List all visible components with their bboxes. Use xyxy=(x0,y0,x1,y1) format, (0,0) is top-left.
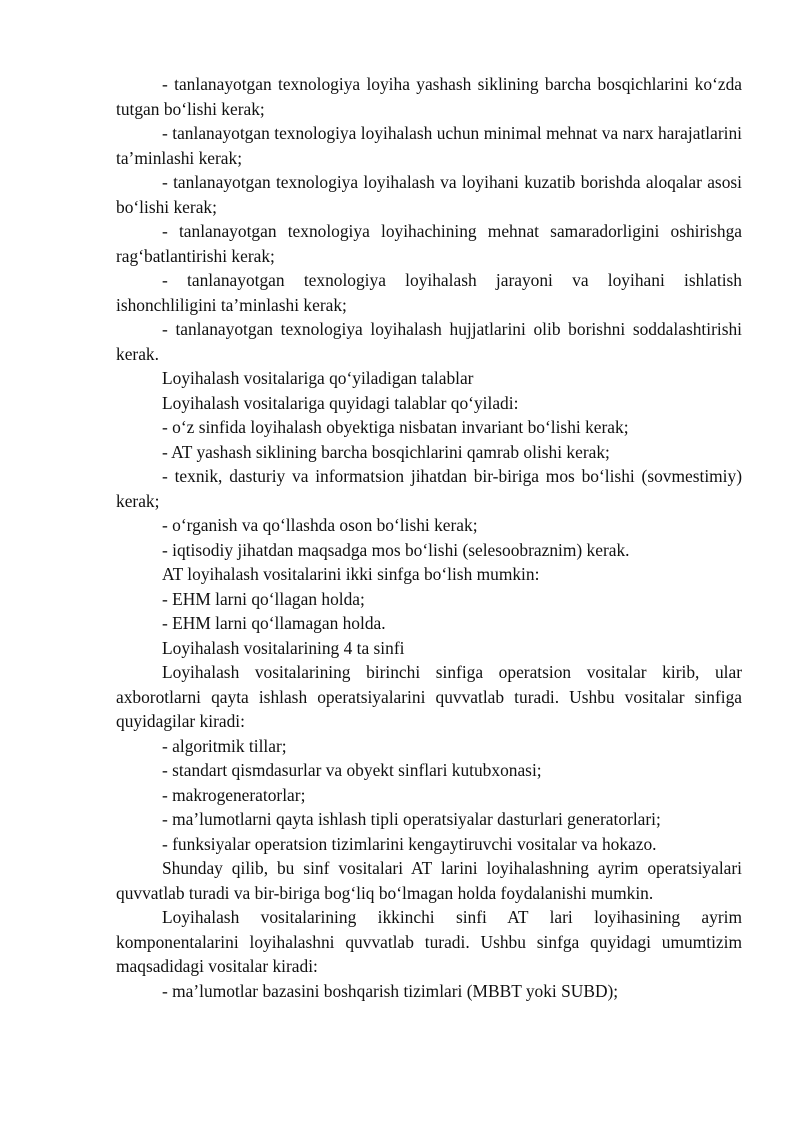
list-item: - EHM larni qo‘llamagan holda. xyxy=(162,613,386,633)
paragraph: - tanlanayotgan texnologiya loyihalash hujjatlarini olib borishni soddalashtirishi kerak. xyxy=(116,319,742,364)
paragraph: - tanlanayotgan texnologiya loyihalash uchun minimal mehnat va narx harajatlarini ta’minlashi kerak; xyxy=(116,123,742,168)
list-item: - standart qismdasurlar va obyekt sinflari kutubxonasi; xyxy=(162,760,542,780)
list-item: - ma’lumotlarni qayta ishlash tipli operatsiyalar dasturlari generatorlari; xyxy=(162,809,661,829)
list-item: - EHM larni qo‘llagan holda; xyxy=(162,588,365,609)
section-heading: Loyihalash vositalarining 4 ta sinfi xyxy=(162,637,405,658)
list-item: - AT yashash siklining barcha bosqichlarini qamrab olishi kerak; xyxy=(162,441,610,462)
paragraph: AT loyihalash vositalarini ikki sinfga bo‘lish mumkin: xyxy=(162,564,540,584)
paragraph: - tanlanayotgan texnologiya loyiha yashash siklining barcha bosqichlarini ko‘zda tutgan bo‘lishi kerak; xyxy=(116,74,742,119)
list-item: - ma’lumotlar bazasini boshqarish tizimlari (MBBT yoki SUBD); xyxy=(162,980,619,1001)
paragraph: - tanlanayotgan texnologiya loyihalash jarayoni va loyihani ishlatish ishonchliligini ta’minlashi kerak; xyxy=(116,270,742,315)
list-item: - algoritmik tillar; xyxy=(162,735,287,756)
paragraph: Loyihalash vositalarining ikkinchi sinfi AT lari loyihasining ayrim komponentalarini loyihalashni quvvatlab turadi. Ushbu sinfga quyidagi umumtizim maqsadidagi vositalar kiradi: xyxy=(116,907,742,976)
list-item: - o‘z sinfida loyihalash obyektiga nisbatan invariant bo‘lishi kerak; xyxy=(162,417,629,437)
list-item: - funksiyalar operatsion tizimlarini kengaytiruvchi vositalar va hokazo. xyxy=(162,833,657,854)
paragraph: Shunday qilib, bu sinf vositalari AT larini loyihalashning ayrim operatsiyalari quvvatlab turadi va bir-biriga bog‘liq bo‘lmagan holda foydalanishi mumkin. xyxy=(116,858,742,903)
list-item: - iqtisodiy jihatdan maqsadga mos bo‘lishi (selesoobraznim) kerak. xyxy=(162,539,630,560)
list-item: - o‘rganish va qo‘llashda oson bo‘lishi kerak; xyxy=(162,515,478,535)
list-item: - texnik, dasturiy va informatsion jihatdan bir-biriga mos bo‘lishi (sovmestimiy) kerak; xyxy=(116,466,742,511)
paragraph: Loyihalash vositalariga quyidagi talablar qo‘yiladi: xyxy=(162,392,519,413)
paragraph: - tanlanayotgan texnologiya loyihachining mehnat samaradorligini oshirishga rag‘batlantirishi kerak; xyxy=(116,221,742,266)
paragraph: - tanlanayotgan texnologiya loyihalash va loyihani kuzatib borishda aloqalar asosi bo‘lishi kerak; xyxy=(116,172,742,217)
paragraph: Loyihalash vositalarining birinchi sinfiga operatsion vositalar kirib, ular axborotlarni qayta ishlash operatsiyalarini quvvatlab turadi. Ushbu vositalar sinfiga quyidagilar kiradi: xyxy=(116,662,742,731)
section-heading: Loyihalash vositalariga qo‘yiladigan talablar xyxy=(162,368,474,388)
list-item: - makrogeneratorlar; xyxy=(162,784,306,805)
